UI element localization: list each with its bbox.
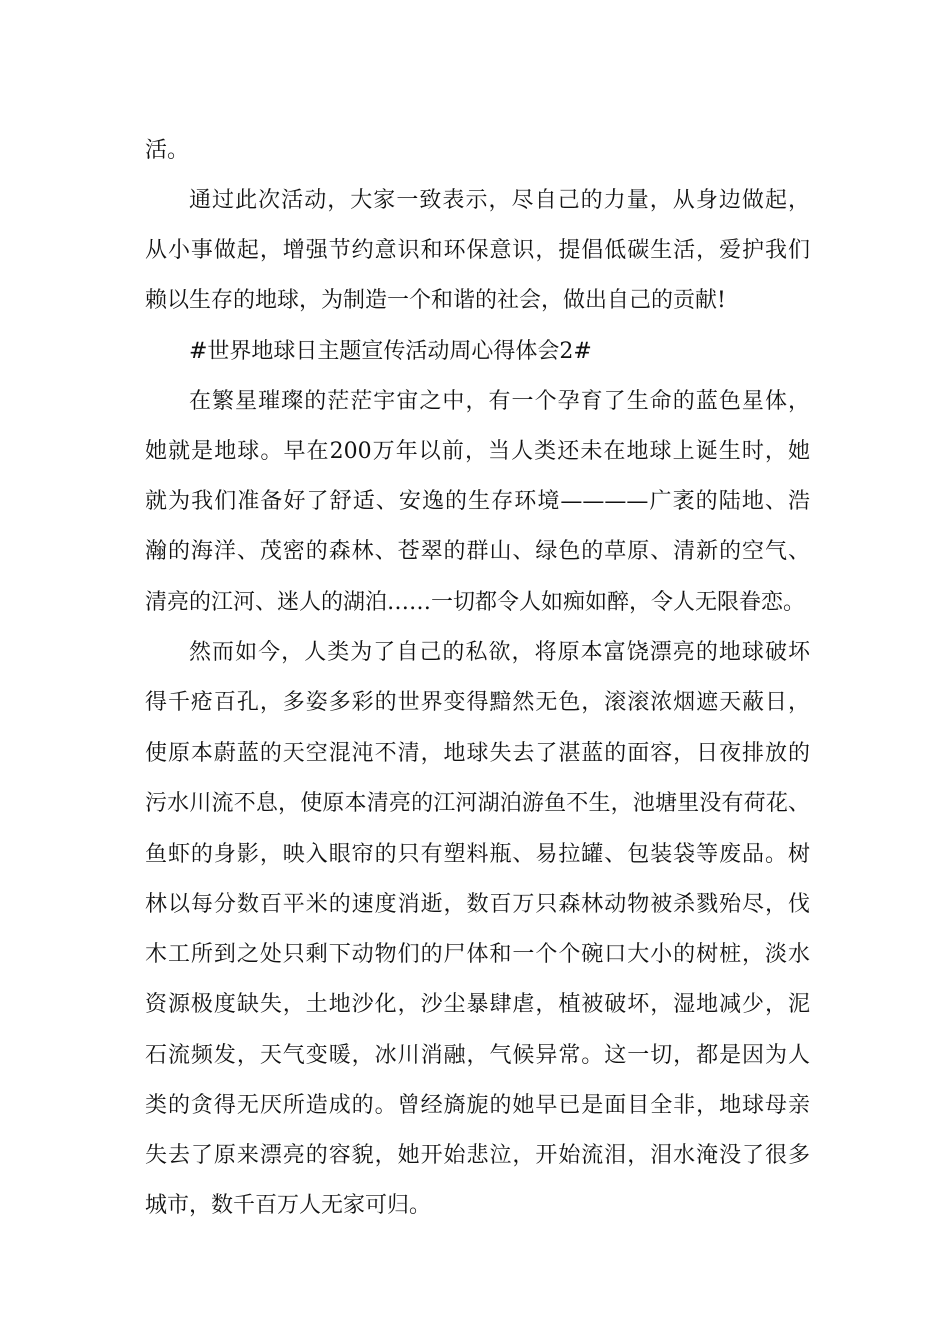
text-line: 从小事做起，增强节约意识和环保意识，提倡低碳生活，爱护我们 — [145, 238, 810, 263]
paragraph-first-line: 在繁星璀璨的茫茫宇宙之中，有一个孕育了生命的蓝色星体， — [189, 389, 810, 414]
text-line: 鱼虾的身影，映入眼帘的只有塑料瓶、易拉罐、包装袋等废品。树 — [145, 842, 810, 867]
text-line: 失去了原来漂亮的容貌，她开始悲泣，开始流泪，泪水淹没了很多 — [145, 1143, 810, 1168]
text-line: 资源极度缺失，土地沙化，沙尘暴肆虐，植被破坏，湿地减少，泥 — [145, 992, 810, 1017]
text-line: 类的贪得无厌所造成的。曾经旖旎的她早已是面目全非，地球母亲 — [145, 1093, 810, 1118]
text-line: 污水川流不息，使原本清亮的江河湖泊游鱼不生，池塘里没有荷花、 — [145, 791, 810, 816]
text-line: 石流频发，天气变暖，冰川消融，气候异常。这一切，都是因为人 — [145, 1043, 810, 1068]
paragraph-first-line: 通过此次活动，大家一致表示，尽自己的力量，从身边做起， — [189, 188, 810, 213]
text-line: 她就是地球。早在200万年以前，当人类还未在地球上诞生时，她 — [145, 439, 810, 464]
text-line: 使原本蔚蓝的天空混沌不清，地球失去了湛蓝的面容，日夜排放的 — [145, 741, 810, 766]
text-line: 得千疮百孔，多姿多彩的世界变得黯然无色，滚滚浓烟遮天蔽日， — [145, 690, 810, 715]
section-heading: #世界地球日主题宣传活动周心得体会2# — [189, 339, 592, 364]
text-line: 赖以生存的地球，为制造一个和谐的社会，做出自己的贡献! — [145, 288, 726, 313]
text-line: 就为我们准备好了舒适、安逸的生存环境————广袤的陆地、浩 — [145, 489, 810, 514]
paragraph-first-line: 然而如今，人类为了自己的私欲，将原本富饶漂亮的地球破坏 — [189, 640, 810, 665]
text-line: 清亮的江河、迷人的湖泊……一切都令人如痴如醉，令人无限眷恋。 — [145, 590, 806, 615]
text-line: 城市，数千百万人无家可归。 — [145, 1193, 432, 1218]
text-line: 木工所到之处只剩下动物们的尸体和一个个碗口大小的树桩，淡水 — [145, 942, 810, 967]
text-line: 活。 — [145, 138, 190, 163]
text-line: 林以每分数百平米的速度消逝，数百万只森林动物被杀戮殆尽，伐 — [145, 892, 810, 917]
text-line: 瀚的海洋、茂密的森林、苍翠的群山、绿色的草原、清新的空气、 — [145, 539, 810, 564]
